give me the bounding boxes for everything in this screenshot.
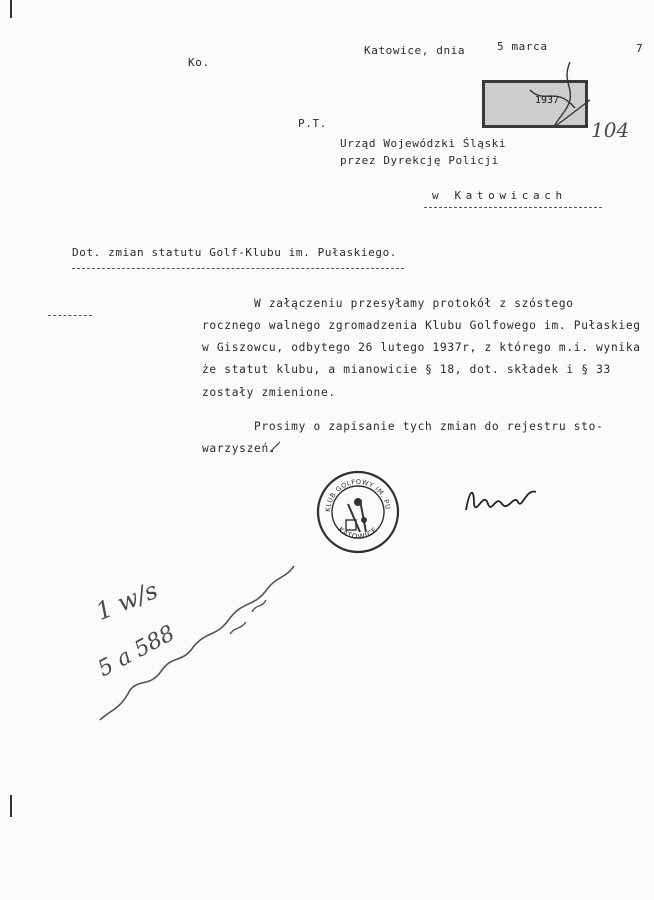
handwritten-note-1: 1 w/s xyxy=(92,576,162,626)
year-fragment: 7 xyxy=(636,42,644,55)
body-line-5: zostały zmienione. xyxy=(202,386,336,399)
request-line-2: warzyszeń. xyxy=(202,442,277,455)
body-line-3: w Giszowcu, odbytego 26 lutego 1937r, z którego m.i. wynika xyxy=(202,341,641,354)
handwritten-note-2: 5 a 588 xyxy=(94,620,180,683)
club-seal xyxy=(313,464,400,554)
receipt-signature-scribble xyxy=(520,60,600,135)
seal-city: KATOWICE xyxy=(336,525,380,542)
handwritten-scribble xyxy=(90,560,310,730)
request-line-1: Prosimy o zapisanie tych zmian do rejestru sto- xyxy=(254,420,604,433)
scan-edge-bottom xyxy=(10,795,12,817)
subject-line: Dot. zmian statutu Golf-Klubu im. Pułaskiego. xyxy=(72,246,398,259)
date-value: 5 marca xyxy=(497,40,548,53)
margin-dash xyxy=(48,315,92,316)
subject-underline xyxy=(72,268,404,269)
receipt-stamp-year: 1937 xyxy=(535,95,560,106)
body-line-4: że statut klubu, a mianowicie § 18, dot. składek i § 33 xyxy=(202,363,611,376)
recipient-line-2: przez Dyrekcję Policji xyxy=(340,154,499,167)
seal-text: KLUB GOLFOWY IM. PUŁASKIEGO xyxy=(313,464,392,513)
reference-number: 104 xyxy=(591,118,630,142)
scan-edge-top xyxy=(10,0,12,18)
body-line-1: W załączeniu przesyłamy protokół z szóstego xyxy=(254,297,574,310)
recipient-location: w Katowicach xyxy=(432,189,567,202)
recipient-underline xyxy=(424,207,602,208)
salutation: P.T. xyxy=(298,117,327,130)
seal-graphic xyxy=(313,464,400,554)
body-line-2: rocznego walnego zgromadzenia Klubu Golfowego im. Pułaskieg xyxy=(202,319,641,332)
tick-mark xyxy=(268,440,284,454)
recipient-line-1: Urząd Wojewódzki Śląski xyxy=(340,137,507,150)
signature xyxy=(462,480,542,520)
reference-code: Ko. xyxy=(188,56,210,69)
place-date: Katowice, dnia xyxy=(364,44,466,57)
